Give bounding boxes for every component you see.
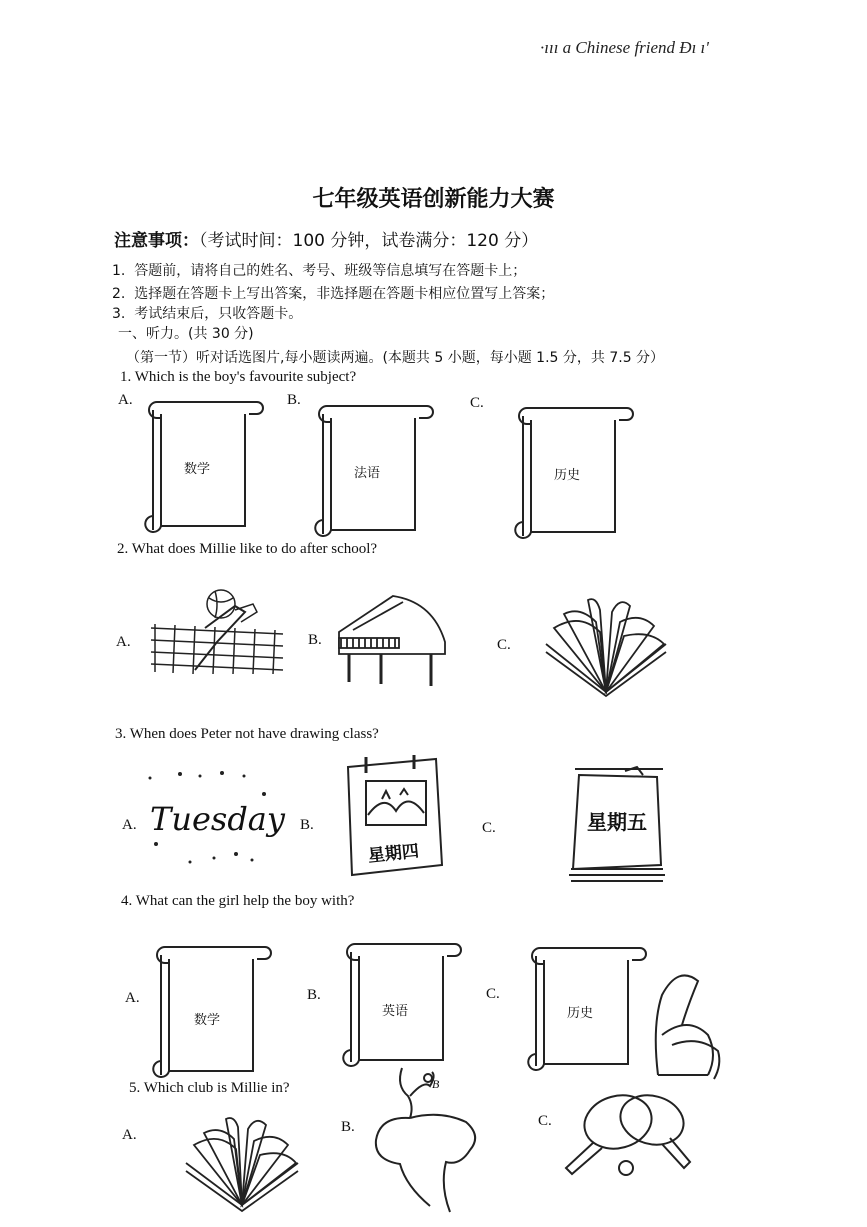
- q1-option-c-label: C.: [470, 395, 484, 411]
- question-1-text: 1. Which is the boy's favourite subject?: [120, 369, 357, 385]
- q4-scroll-a-image: [143, 941, 278, 1081]
- q3-calendar-b-label: 星期四: [367, 841, 420, 867]
- q1-scroll-c-label: 历史: [553, 468, 581, 483]
- q3-option-b-label: B.: [300, 817, 314, 833]
- rule-item-2: [112, 283, 554, 303]
- rule-number: 1.: [112, 263, 126, 279]
- q4-scroll-c-image: [518, 942, 648, 1077]
- q4-option-a-label: A.: [125, 990, 140, 1006]
- rule-item-3: [112, 303, 302, 323]
- q1-option-a-label: A.: [118, 392, 133, 408]
- notice-label: 注意事项：: [114, 231, 199, 251]
- q1-option-b-label: B.: [287, 392, 301, 408]
- rule-number: 3.: [112, 306, 126, 322]
- notice-detail: （考试时间：100 分钟，试卷满分：120 分）: [199, 231, 539, 251]
- rule-item-1: [112, 260, 526, 280]
- q4-scroll-b-label: 英语: [381, 1004, 409, 1019]
- q5-dancer-image: [370, 1066, 490, 1214]
- q1-scroll-b-image: [305, 400, 435, 540]
- section-title: 一、听力。(共 30 分): [118, 326, 254, 342]
- q3-option-c-label: C.: [482, 820, 496, 836]
- q5-option-b-label: B.: [341, 1119, 355, 1135]
- q2-option-b-label: B.: [308, 632, 322, 648]
- q2-option-c-label: C.: [497, 637, 511, 653]
- page-title: 七年级英语创新能力大赛: [312, 187, 555, 212]
- q4-scroll-a-label: 数学: [193, 1013, 221, 1028]
- question-2-text: 2. What does Millie like to do after school?: [117, 541, 378, 557]
- q5-option-c-label: C.: [538, 1113, 552, 1129]
- svg-text:B: B: [432, 1077, 440, 1091]
- q1-scroll-a-image: [135, 396, 265, 536]
- q5-option-a-label: A.: [122, 1127, 137, 1143]
- book-image: [540, 592, 670, 697]
- header-corner-text: ·ııı a Chinese friend Ɖı ı': [540, 38, 709, 57]
- q1-scroll-a-label: 数学: [183, 462, 211, 477]
- q1-scroll-c-image: [505, 402, 635, 542]
- rule-text: 考试结束后，只收答题卡。: [134, 306, 303, 322]
- q1-scroll-b-label: 法语: [353, 466, 381, 481]
- q3-option-a-label: A.: [122, 817, 137, 833]
- q3-calendar-c-label: 星期五: [587, 810, 647, 834]
- rule-text: 答题前，请将自己的姓名、考号、班级等信息填写在答题卡上；: [134, 263, 527, 279]
- notice-line: [114, 226, 538, 251]
- q4-scroll-b-image: [333, 938, 468, 1073]
- q3-calendar-b-image: [342, 755, 447, 880]
- question-4-text: 4. What can the girl help the boy with?: [121, 893, 355, 909]
- q3-tuesday-image: [140, 770, 285, 870]
- q3-tuesday-label: Tuesday: [150, 800, 285, 838]
- q5-pingpong-image: [558, 1090, 698, 1182]
- volleyball-image: [145, 588, 285, 678]
- piano-image: [333, 592, 453, 692]
- q4-option-c-label: C.: [486, 986, 500, 1002]
- rule-number: 2.: [112, 286, 126, 302]
- question-5-text: 5. Which club is Millie in?: [129, 1080, 290, 1096]
- question-3-text: 3. When does Peter not have drawing class?: [115, 726, 379, 742]
- section-subtitle: （第一节）听对话选图片,每小题读两遍。(本题共 5 小题，每小题 1.5 分，共 7.5 分）: [126, 350, 665, 366]
- q4-option-b-label: B.: [307, 987, 321, 1003]
- rule-text: 选择题在答题卡上写出答案，非选择题在答题卡相应位置写上答案；: [134, 286, 555, 302]
- q2-option-a-label: A.: [116, 634, 131, 650]
- sketch-book-image: [648, 965, 728, 1085]
- q3-calendar-c-image: [565, 765, 675, 895]
- q5-book-image: [182, 1113, 302, 1213]
- q4-scroll-c-label: 历史: [566, 1006, 594, 1021]
